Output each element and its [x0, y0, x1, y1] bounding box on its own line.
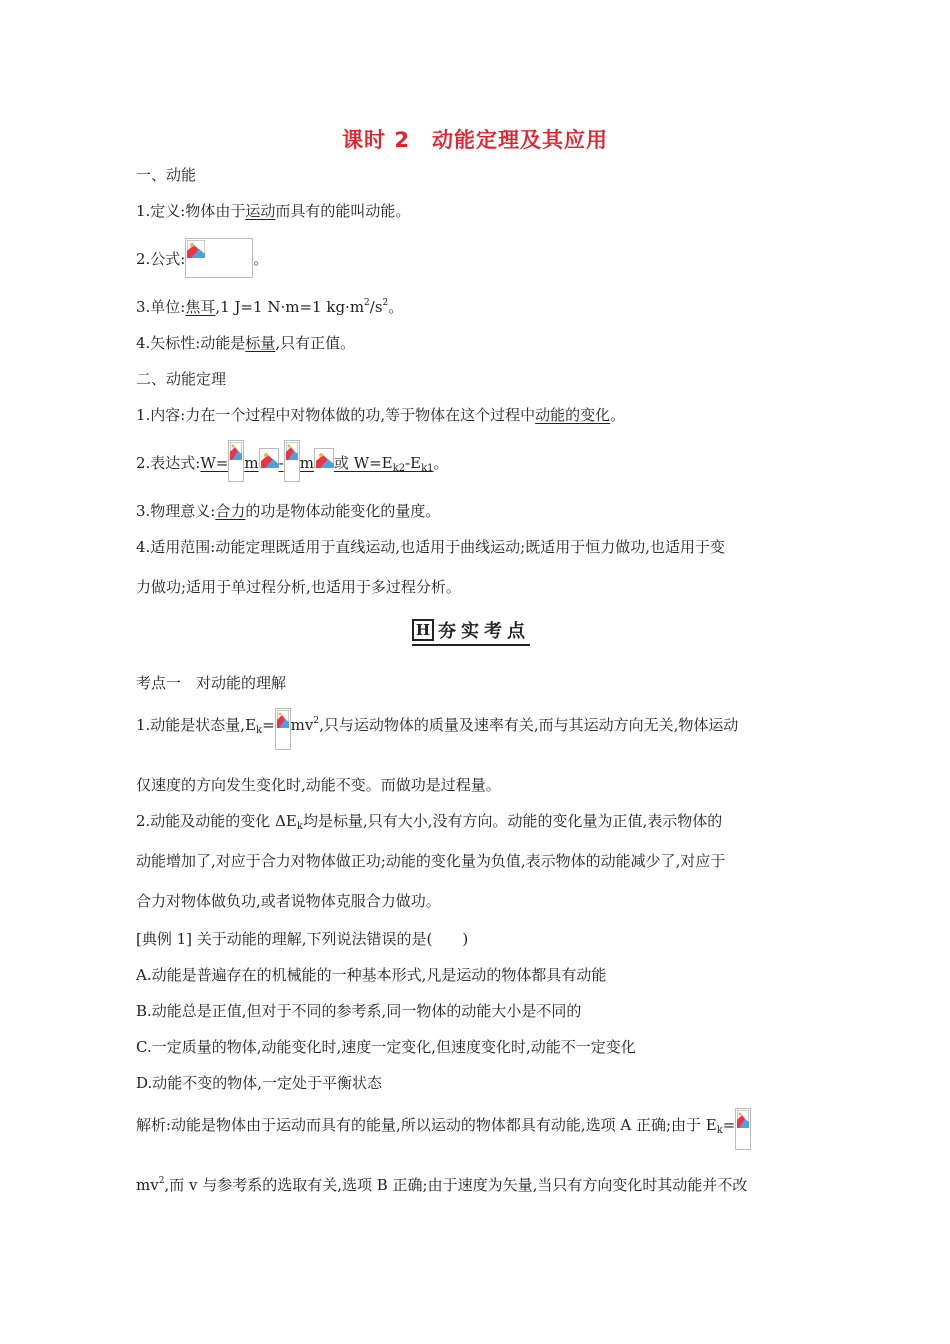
topic-point-2-line-3: 合力对物体做负功,或者说物体克服合力做功。 — [136, 892, 441, 910]
fraction-image-icon — [228, 440, 244, 482]
topic-point-2-line-1: 2.动能及动能的变化 $\Delta E_k$均是标量,只有大小,没有方向。动能的变化量为正值,表示物体的 — [136, 812, 723, 832]
option-a: A.动能是普遍存在的机械能的一种基本形式,凡是运动的物体都具有动能 — [136, 966, 607, 984]
meaning-line: 3.物理意义:合力的功是物体动能变化的量度。 — [136, 502, 441, 520]
option-d: D.动能不变的物体,一定处于平衡状态 — [136, 1074, 383, 1092]
topic-point-2-line-2: 动能增加了,对应于合力对物体做正功;动能的变化量为负值,表示物体的动能减少了,对应于 — [136, 852, 726, 870]
fraction-image-icon — [275, 708, 291, 750]
formula-line: 2.公式: 。 — [136, 238, 268, 278]
expression-line: 2.表达式:W= m - m 或 $W=E_{k2}-E_{k1}$。 — [136, 440, 449, 482]
topic-point-1: 1.动能是状态量$,E_k=$ $mv^2$,只与运动物体的质量及速率有关,而与其运动方向无关,物体运动 — [136, 708, 738, 750]
scope-line-1: 4.适用范围:动能定理既适用于直线运动,也适用于曲线运动;既适用于恒力做功,也适用于变 — [136, 538, 725, 556]
section-heading-kinetic-energy: 一、动能 — [136, 166, 197, 184]
formula-image-icon — [185, 238, 253, 278]
velocity-image-icon — [314, 448, 334, 468]
fraction-image-icon — [284, 440, 300, 482]
content-line: 1.内容:力在一个过程中对物体做的功,等于物体在这个过程中动能的变化。 — [136, 406, 626, 424]
analysis-line-1: 解析:动能是物体由于运动而具有的能量,所以运动的物体都具有动能,选项 A 正确;由于 $E_k=$ — [136, 1108, 751, 1150]
analysis-line-2: $mv^2$,而 v 与参考系的选取有关,选项 B 正确;由于速度为矢量,当只有方向变化时其动能并不改 — [136, 1176, 748, 1194]
section-heading-theorem: 二、动能定理 — [136, 370, 227, 388]
velocity-image-icon — [259, 448, 279, 468]
topic-heading: 考点一 对动能的理解 — [136, 674, 287, 692]
banner-text: 夯实考点 — [438, 621, 530, 642]
unit-line: 3.单位:焦耳,1 J=1 N·m=1 $kg\cdot m^2/s^2$。 — [136, 298, 404, 316]
section-banner — [412, 617, 530, 646]
page-title: 课时 2 动能定理及其应用 — [342, 128, 608, 152]
fraction-image-icon — [735, 1108, 751, 1150]
expression-formula: W= m - m 或 $W=E_{k2}-E_{k1}$ — [200, 454, 433, 472]
scope-line-2: 力做功;适用于单过程分析,也适用于多过程分析。 — [136, 578, 461, 596]
scalar-line: 4.矢标性:动能是标量,只有正值。 — [136, 334, 356, 352]
option-b: B.动能总是正值,但对于不同的参考系,同一物体的动能大小是不同的 — [136, 1002, 582, 1020]
option-c: C.一定质量的物体,动能变化时,速度一定变化,但速度变化时,动能不一定变化 — [136, 1038, 636, 1056]
example-stem: [典例 1] 关于动能的理解,下列说法错误的是( ) — [136, 930, 469, 948]
definition-line: 1.定义:物体由于运动而具有的能叫动能。 — [136, 202, 411, 220]
topic-point-1-line-2: 仅速度的方向发生变化时,动能不变。而做功是过程量。 — [136, 776, 501, 794]
banner-letter-icon: H — [412, 619, 434, 641]
